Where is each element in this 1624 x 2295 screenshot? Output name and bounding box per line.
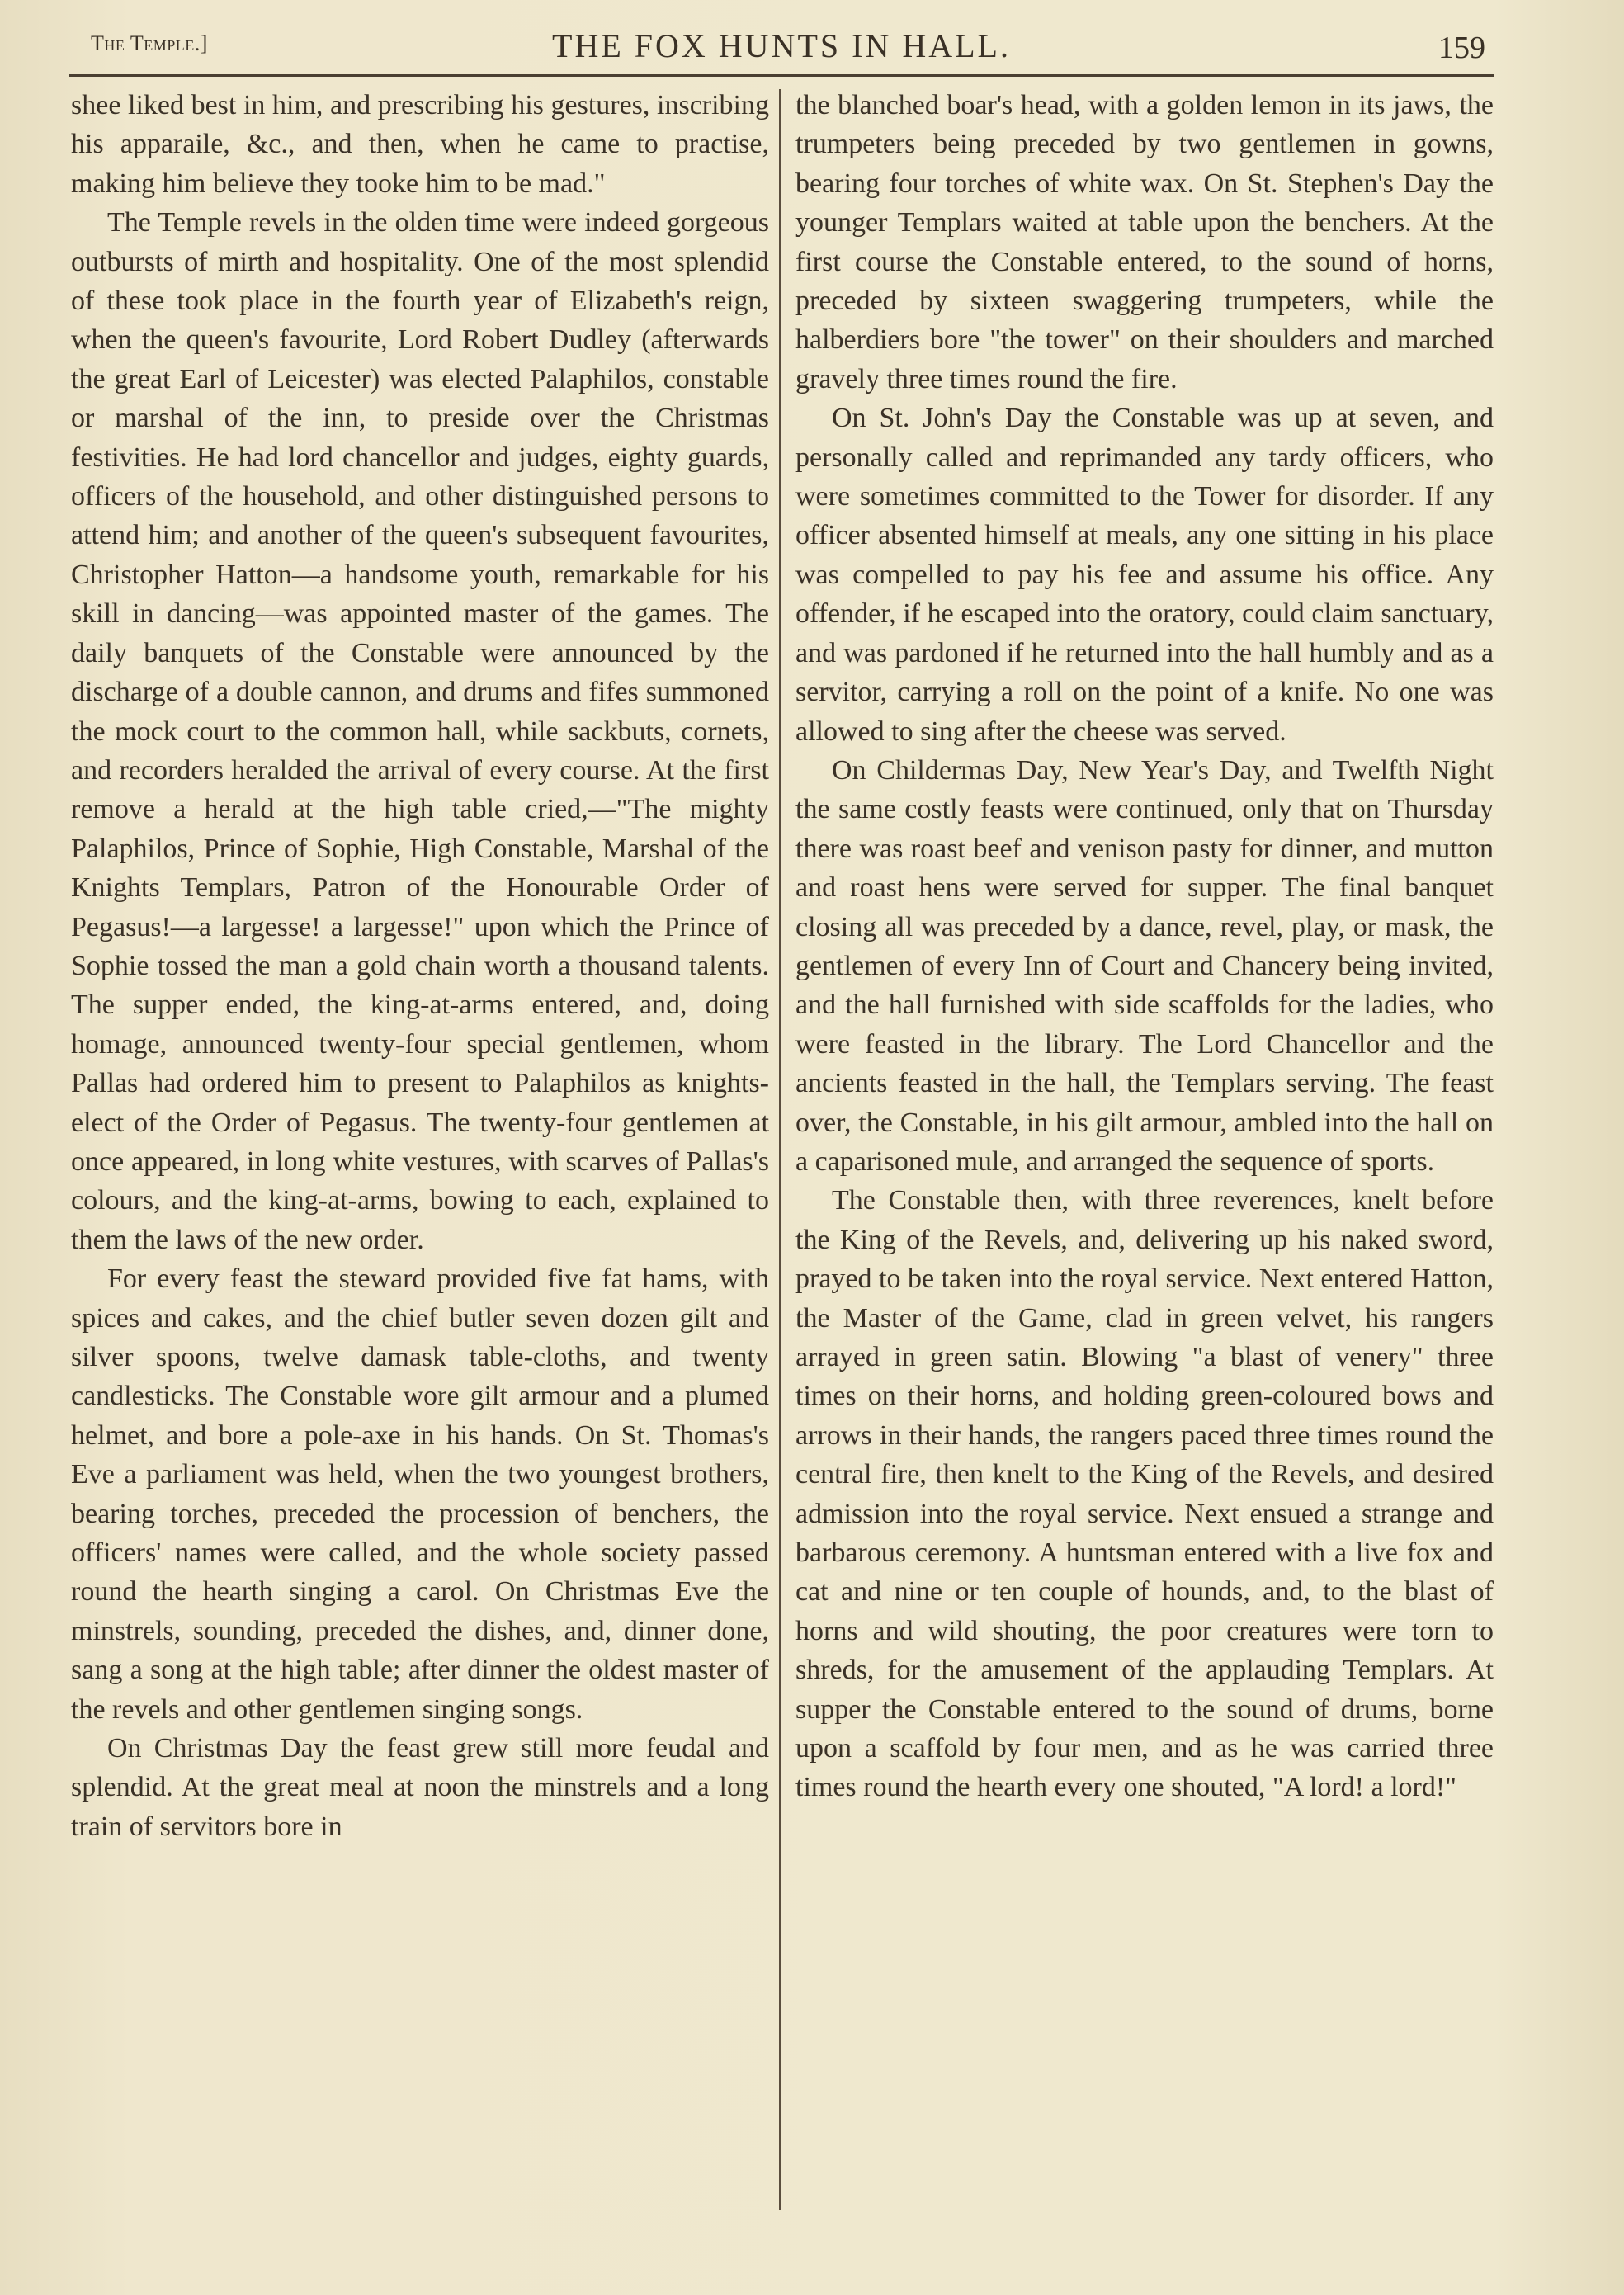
paragraph: the blanched boar's head, with a golden lemon in its jaws, the trumpeters being preceded by two gentlemen in gowns, bearing four torches of white wax. On St. Stephen's Day the younger Templars waited at table upon the benchers. At the first course the Constable entered, to the sound of horns, preceded by sixteen swaggering trumpeters, while the halberdiers bore "the tower" on their shoulders and marched gravely three times round the fire. [795,90,1494,394]
left-column [71,86,769,1846]
paragraph: The Temple revels in the olden time were indeed gorgeous outbursts of mirth and hospitality. One of the most splendid of these took place in the fourth year of Elizabeth's reign, when the queen's favourite, Lord Robert Dudley (afterwards the great Earl of Leicester) was elected Palaphilos, constable or marshal of the inn, to preside over the Christmas festivities. He had lord chancellor and judges, eighty guards, officers of the household, and other distinguished persons to attend him; and another of the queen's subsequent favourites, Christopher Hatton—a handsome youth, remarkable for his skill in dancing—was appointed master of the games. The daily banquets of the Constable were announced by the discharge of a double cannon, and drums and fifes summoned the mock court to the common hall, while sackbuts, cornets, and recorders heralded the arrival of every course. At the first remove a herald at the high table cried,—"The mighty Palaphilos, Prince of Sophie, High Constable, Marshal of the Knights Templars, Patron of the Honourable Order of Pegasus!—a largesse! a largesse!" upon which the Prince of Sophie tossed the man a gold chain worth a thousand talents. The supper ended, the king-at-arms entered, and, doing homage, announced twenty-four special gentlemen, whom Pallas had ordered him to present to Palaphilos as knights-elect of the Order of Pegasus. The twenty-four gentlemen at once appeared, in long white vestures, with scarves of Pallas's colours, and the king-at-arms, bowing to each, explained to them the laws of the new order. [71,207,769,1255]
paragraph: The Constable then, with three reverences, knelt before the King of the Revels, and, delivering up his naked sword, prayed to be taken into the royal service. Next entered Hatton, the Master of the Game, clad in green velvet, his rangers arrayed in green satin. Blowing "a blast of venery" three times on their horns, and holding green-coloured bows and arrows in their hands, the rangers paced three times round the central fire, then knelt to the King of the Revels, and desired admission into the royal service. Next ensued a strange and barbarous ceremony. A huntsman entered with a live fox and cat and nine or ten couple of hounds, and, to the blast of horns and wild shouting, the poor creatures were torn to shreds, for the amusement of the applauding Templars. At supper the Constable entered to the sound of drums, borne upon a scaffold by four men, and as he was carried three times round the hearth every one shouted, "A lord! a lord!" [795,1185,1494,1803]
paragraph: For every feast the steward provided five fat hams, with spices and cakes, and the chief butler seven dozen gilt and silver spoons, twelve damask table-cloths, and twenty candlesticks. The Constable wore gilt armour and a plumed helmet, and bore a pole-axe in his hands. On St. Thomas's Eve a parliament was held, when the two youngest brothers, bearing torches, preceded the procession of benchers, the officers' names were called, and the whole society passed round the hearth singing a carol. On Christmas Eve the minstrels, sounding, preceded the dishes, and, dinner done, sang a song at the high table; after dinner the oldest master of the revels and other gentlemen singing songs. [71,1263,769,1725]
running-head-left: The Temple.] [91,31,208,55]
page-number: 159 [1438,31,1485,65]
paragraph: On Christmas Day the feast grew still more feudal and splendid. At the great meal at noon the minstrels and a long train of servitors bore in [71,1733,769,1842]
column-divider [779,89,781,2210]
paragraph: On St. John's Day the Constable was up at seven, and personally called and reprimanded any tardy officers, who were sometimes committed to the Tower for disorder. If any officer absented himself at meals, any one sitting in his place was compelled to pay his fee and assume his office. Any offender, if he escaped into the oratory, could claim sanctuary, and was pardoned if he returned into the hall humbly and as a servitor, carrying a roll on the point of a knife. No one was allowed to sing after the cheese was served. [795,403,1494,747]
paragraph: shee liked best in him, and prescribing his gestures, inscribing his apparaile, &c., and then, when he came to practise, making him believe they tooke him to be mad." [71,90,769,199]
right-column [795,86,1494,1807]
paragraph: On Childermas Day, New Year's Day, and Twelfth Night the same costly feasts were continued, only that on Thursday there was roast beef and venison pasty for dinner, and mutton and roast hens were served for supper. The final banquet closing all was preceded by a dance, revel, play, or mask, the gentlemen of every Inn of Court and Chancery being invited, and the hall furnished with side scaffolds for the ladies, who were feasted in the library. The Lord Chancellor and the ancients feasted in the hall, the Templars serving. The feast over, the Constable, in his gilt armour, ambled into the hall on a caparisoned mule, and arranged the sequence of sports. [795,754,1494,1177]
running-title: THE FOX HUNTS IN HALL. [552,27,1011,64]
page-header [69,25,1494,77]
